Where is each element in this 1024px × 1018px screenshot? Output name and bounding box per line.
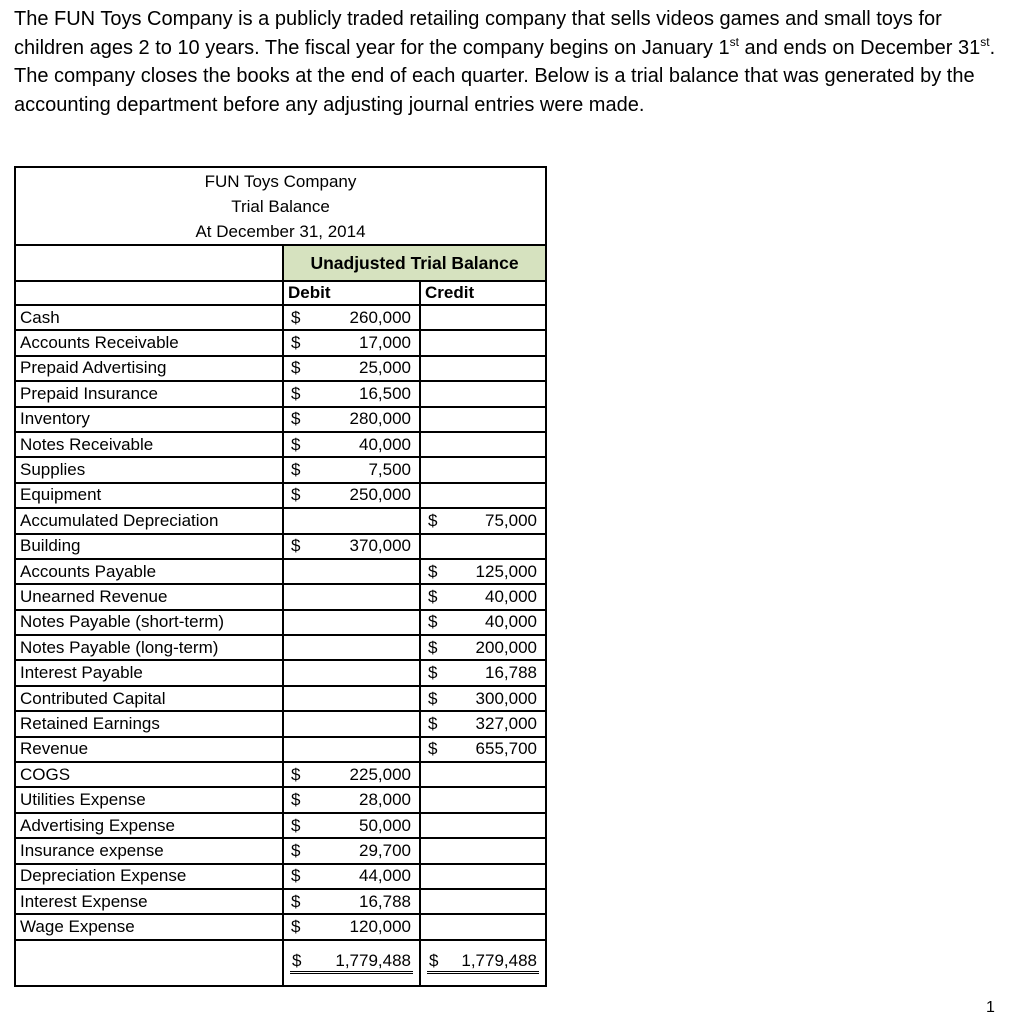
total-credit-double-underlined xyxy=(427,951,539,974)
account-name: Interest Expense xyxy=(15,889,283,914)
credit-cell xyxy=(420,660,546,685)
account-name: Inventory xyxy=(15,407,283,432)
currency-symbol: $ xyxy=(291,383,301,403)
currency-symbol: $ xyxy=(291,790,301,810)
account-name: Wage Expense xyxy=(15,914,283,939)
currency-symbol: $ xyxy=(428,561,438,581)
account-name: Contributed Capital xyxy=(15,686,283,711)
account-name: Revenue xyxy=(15,737,283,762)
table-title-cell xyxy=(15,167,546,245)
table-row xyxy=(15,381,546,406)
debit-amount xyxy=(288,307,415,329)
account-name: Retained Earnings xyxy=(15,711,283,736)
total-debit-double-underlined xyxy=(290,951,413,974)
company-name: FUN Toys Company xyxy=(204,171,357,191)
credit-amount xyxy=(425,637,541,659)
table-row xyxy=(15,737,546,762)
credit-cell xyxy=(420,330,546,355)
table-row xyxy=(15,534,546,559)
credit-cell xyxy=(420,407,546,432)
debit-amount xyxy=(288,764,415,786)
account-name: Depreciation Expense xyxy=(15,864,283,889)
account-name: Prepaid Insurance xyxy=(15,381,283,406)
credit-cell xyxy=(420,508,546,533)
credit-value: 40,000 xyxy=(485,586,537,606)
account-name: Advertising Expense xyxy=(15,813,283,838)
debit-cell xyxy=(283,787,420,812)
credit-cell xyxy=(420,737,546,762)
debit-cell xyxy=(283,635,420,660)
credit-amount xyxy=(425,738,541,760)
credit-value: 125,000 xyxy=(475,561,537,581)
credit-cell xyxy=(420,813,546,838)
intro-paragraph xyxy=(14,5,1014,119)
credit-value: 300,000 xyxy=(475,688,537,708)
credit-cell xyxy=(420,762,546,787)
credit-cell xyxy=(420,584,546,609)
table-row xyxy=(15,407,546,432)
debit-value: 16,500 xyxy=(359,383,411,403)
debit-value: 29,700 xyxy=(359,840,411,860)
credit-cell xyxy=(420,610,546,635)
currency-symbol: $ xyxy=(291,409,301,429)
credit-cell xyxy=(420,914,546,939)
debit-amount xyxy=(288,408,415,430)
currency-symbol: $ xyxy=(429,951,439,971)
credit-cell xyxy=(420,686,546,711)
debit-amount xyxy=(288,865,415,887)
credit-amount xyxy=(425,662,541,684)
total-credit-value: 1,779,488 xyxy=(461,951,537,971)
debit-cell xyxy=(283,737,420,762)
table-row xyxy=(15,838,546,863)
table-row xyxy=(15,610,546,635)
debit-cell xyxy=(283,432,420,457)
currency-symbol: $ xyxy=(291,815,301,835)
credit-cell xyxy=(420,864,546,889)
debit-value: 17,000 xyxy=(359,333,411,353)
credit-value: 16,788 xyxy=(485,663,537,683)
table-row xyxy=(15,330,546,355)
debit-cell xyxy=(283,559,420,584)
debit-value: 250,000 xyxy=(349,485,411,505)
credit-amount xyxy=(425,586,541,608)
debit-amount xyxy=(288,434,415,456)
ordinal-suffix-1: st xyxy=(729,34,739,49)
debit-cell xyxy=(283,889,420,914)
account-name: Accounts Receivable xyxy=(15,330,283,355)
currency-symbol: $ xyxy=(428,713,438,733)
currency-symbol: $ xyxy=(291,358,301,378)
table-row xyxy=(15,864,546,889)
total-credit-cell xyxy=(420,940,546,986)
credit-cell xyxy=(420,356,546,381)
table-row xyxy=(15,711,546,736)
debit-amount xyxy=(288,535,415,557)
statement-date: At December 31, 2014 xyxy=(195,221,366,241)
debit-cell xyxy=(283,356,420,381)
credit-cell xyxy=(420,711,546,736)
credit-value: 40,000 xyxy=(485,612,537,632)
debit-cell xyxy=(283,864,420,889)
debit-cell xyxy=(283,711,420,736)
debit-cell xyxy=(283,584,420,609)
account-name: Insurance expense xyxy=(15,838,283,863)
table-row xyxy=(15,457,546,482)
currency-symbol: $ xyxy=(428,663,438,683)
credit-value: 200,000 xyxy=(475,637,537,657)
currency-symbol: $ xyxy=(428,739,438,759)
trial-balance-table xyxy=(14,166,547,987)
debit-value: 50,000 xyxy=(359,815,411,835)
credit-cell xyxy=(420,534,546,559)
table-row xyxy=(15,483,546,508)
debit-amount xyxy=(288,815,415,837)
currency-symbol: $ xyxy=(291,866,301,886)
debit-cell xyxy=(283,838,420,863)
table-row xyxy=(15,635,546,660)
account-name: Prepaid Advertising xyxy=(15,356,283,381)
debit-amount xyxy=(288,484,415,506)
currency-symbol: $ xyxy=(291,434,301,454)
currency-symbol: $ xyxy=(291,891,301,911)
debit-amount xyxy=(288,840,415,862)
intro-text-1: The FUN Toys Company is a publicly traded retailing company that sells videos games and small toys for children ages 2 to 10 years. The fiscal year for the company begins on January 1 xyxy=(14,8,942,59)
credit-value: 655,700 xyxy=(475,739,537,759)
credit-value: 327,000 xyxy=(475,713,537,733)
statement-title: Trial Balance xyxy=(231,196,330,216)
currency-symbol: $ xyxy=(428,637,438,657)
table-row xyxy=(15,686,546,711)
debit-value: 7,500 xyxy=(368,460,411,480)
table-row xyxy=(15,305,546,330)
account-name: Utilities Expense xyxy=(15,787,283,812)
debit-value: 280,000 xyxy=(349,409,411,429)
debit-value: 225,000 xyxy=(349,764,411,784)
unadjusted-trial-balance-header: Unadjusted Trial Balance xyxy=(283,245,546,281)
currency-symbol: $ xyxy=(292,951,302,971)
section-header-row xyxy=(15,245,546,281)
currency-symbol: $ xyxy=(291,485,301,505)
intro-text-3: . The company closes the books at the end of each quarter. Below is a trial balance that was generated by the accounting department before any adjusting journal entries were made. xyxy=(14,36,996,116)
debit-value: 44,000 xyxy=(359,866,411,886)
debit-amount xyxy=(288,459,415,481)
table-row xyxy=(15,584,546,609)
credit-cell xyxy=(420,559,546,584)
credit-amount xyxy=(425,611,541,633)
debit-amount xyxy=(288,891,415,913)
credit-cell xyxy=(420,483,546,508)
debit-cell xyxy=(283,457,420,482)
debit-cell xyxy=(283,534,420,559)
credit-cell xyxy=(420,889,546,914)
credit-value: 75,000 xyxy=(485,510,537,530)
debit-value: 120,000 xyxy=(349,917,411,937)
totals-row xyxy=(15,940,546,986)
account-name: Unearned Revenue xyxy=(15,584,283,609)
account-name: Accounts Payable xyxy=(15,559,283,584)
blank-cell xyxy=(15,940,283,986)
account-name: Notes Payable (short-term) xyxy=(15,610,283,635)
credit-cell xyxy=(420,635,546,660)
account-name: Notes Receivable xyxy=(15,432,283,457)
debit-value: 28,000 xyxy=(359,790,411,810)
account-name: Equipment xyxy=(15,483,283,508)
table-row xyxy=(15,432,546,457)
ordinal-suffix-2: st xyxy=(980,34,990,49)
intro-text-2: and ends on December 31 xyxy=(738,36,981,59)
debit-value: 16,788 xyxy=(359,891,411,911)
debit-cell xyxy=(283,813,420,838)
currency-symbol: $ xyxy=(291,917,301,937)
credit-cell xyxy=(420,838,546,863)
debit-cell xyxy=(283,381,420,406)
debit-cell xyxy=(283,483,420,508)
currency-symbol: $ xyxy=(291,460,301,480)
credit-amount xyxy=(425,713,541,735)
debit-cell xyxy=(283,762,420,787)
table-row xyxy=(15,914,546,939)
debit-cell xyxy=(283,330,420,355)
currency-symbol: $ xyxy=(291,307,301,327)
debit-cell xyxy=(283,305,420,330)
debit-cell xyxy=(283,660,420,685)
account-name: Accumulated Depreciation xyxy=(15,508,283,533)
credit-header: Credit xyxy=(420,281,546,305)
account-name: Supplies xyxy=(15,457,283,482)
currency-symbol: $ xyxy=(428,510,438,530)
debit-amount xyxy=(288,916,415,938)
credit-cell xyxy=(420,432,546,457)
credit-cell xyxy=(420,381,546,406)
account-name: Cash xyxy=(15,305,283,330)
column-header-row xyxy=(15,281,546,305)
debit-cell xyxy=(283,686,420,711)
table-row xyxy=(15,762,546,787)
total-debit-value: 1,779,488 xyxy=(335,951,411,971)
table-row xyxy=(15,508,546,533)
credit-amount xyxy=(425,510,541,532)
debit-amount xyxy=(288,332,415,354)
debit-header: Debit xyxy=(283,281,420,305)
account-name: COGS xyxy=(15,762,283,787)
debit-value: 370,000 xyxy=(349,536,411,556)
debit-value: 25,000 xyxy=(359,358,411,378)
currency-symbol: $ xyxy=(291,333,301,353)
page-number: 1 xyxy=(986,999,995,1016)
debit-cell xyxy=(283,407,420,432)
debit-amount xyxy=(288,357,415,379)
table-row xyxy=(15,356,546,381)
table-row xyxy=(15,660,546,685)
currency-symbol: $ xyxy=(428,612,438,632)
credit-cell xyxy=(420,457,546,482)
debit-amount xyxy=(288,789,415,811)
currency-symbol: $ xyxy=(291,840,301,860)
currency-symbol: $ xyxy=(291,764,301,784)
table-row xyxy=(15,813,546,838)
table-title-block xyxy=(15,167,546,245)
debit-value: 260,000 xyxy=(349,307,411,327)
credit-amount xyxy=(425,561,541,583)
table-row xyxy=(15,889,546,914)
credit-cell xyxy=(420,305,546,330)
debit-cell xyxy=(283,610,420,635)
blank-cell xyxy=(15,281,283,305)
currency-symbol: $ xyxy=(291,536,301,556)
account-name: Notes Payable (long-term) xyxy=(15,635,283,660)
credit-amount xyxy=(425,688,541,710)
account-name: Building xyxy=(15,534,283,559)
debit-amount xyxy=(288,383,415,405)
debit-value: 40,000 xyxy=(359,434,411,454)
debit-cell xyxy=(283,914,420,939)
debit-cell xyxy=(283,508,420,533)
table-row xyxy=(15,787,546,812)
currency-symbol: $ xyxy=(428,688,438,708)
table-row xyxy=(15,559,546,584)
account-name: Interest Payable xyxy=(15,660,283,685)
blank-cell xyxy=(15,245,283,281)
credit-cell xyxy=(420,787,546,812)
currency-symbol: $ xyxy=(428,586,438,606)
total-debit-cell xyxy=(283,940,420,986)
